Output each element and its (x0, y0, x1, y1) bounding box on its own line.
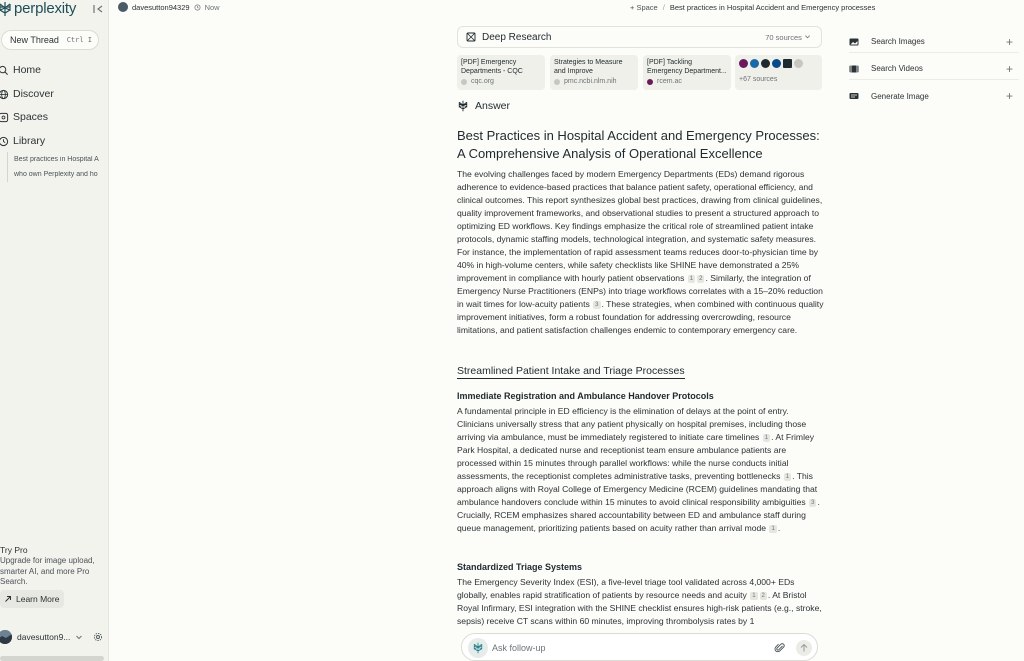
source-favicon-icon (554, 79, 560, 85)
library-thread-link[interactable]: Best practices in Hospital A (14, 156, 99, 163)
spaces-icon (0, 112, 9, 123)
library-divider (7, 152, 8, 182)
breadcrumb-separator: / (662, 3, 665, 12)
search-images-button[interactable] (849, 31, 1019, 53)
library-icon (0, 136, 9, 147)
avatar (118, 2, 128, 12)
learn-more-button[interactable] (0, 590, 64, 608)
paragraph-text: The evolving challenges faced by modern Emergency Departments (EDs) demand rigorous adherence to evidence-based practices that balance patient safety, operational efficiency, and clinical outcomes. This report synthesizes global best practices, drawing from clinical guidelines, quality improvement frameworks, and observational studies to present a structured approach to optimizing ED workflows. Key findings emphasize the critical role of streamlined patient intake protocols, dynamic staffing models, technological integration, and systematic safety measures. For instance, the implementation of rapid assessment teams reduces door-to-physician time by 40% in high-volume centers, while safety checklists like SHINE have demonstrated a 25% improvement in compliance with hourly patient observations (457, 169, 823, 283)
sidebar-item-spaces[interactable] (0, 109, 48, 125)
new-thread-shortcut: Ctrl I (66, 36, 92, 44)
source-card[interactable] (457, 55, 545, 90)
paragraph-text: . At Frimley Park Hospital, a dedicated nurse and receptionist team ensure ambulance patients are processed within 15 minutes through parallel workflows: while the nurse conducts initial assessments, the receptionist completes administrative tasks, preventing bottlenecks (457, 432, 815, 481)
citation-badge[interactable]: 3 (595, 302, 599, 308)
favicon-icon (750, 59, 759, 68)
sidebar-item-discover[interactable] (0, 86, 54, 102)
favicon-icon (794, 59, 803, 68)
sidebar (0, 0, 109, 661)
source-card[interactable] (643, 55, 731, 90)
arrow-up-right-icon (4, 595, 12, 603)
answer-intro-paragraph (457, 168, 825, 337)
citation-badge[interactable]: 1 (771, 526, 775, 532)
paragraph-text: . Crucially, RCEM emphasizes shared accountability between ED and ambulance staff during queue management, prioritizing patients based on acuity rather than arrival mode (457, 497, 820, 533)
chevron-down-icon[interactable] (75, 633, 83, 641)
source-title: [PDF] Emergency Departments - CQC (461, 59, 523, 75)
focus-mode-button[interactable] (468, 638, 488, 658)
section-paragraph (457, 405, 825, 535)
plus-icon: + (1005, 61, 1013, 76)
paragraph-text: . Similarly, the integration of Emergency Nurse Practitioners (ENPs) into triage workflows correlates with a 15–20% reduction in wait times for low-acuity patients (457, 273, 823, 309)
favicon-icon (739, 59, 748, 68)
favicon-icon (772, 59, 781, 68)
right-item-label: Search Images (871, 37, 925, 46)
author-name: davesutton94329 (132, 2, 190, 12)
try-pro-title: Try Pro (0, 545, 28, 555)
paragraph-text: . This approach aligns with Royal College of Emergency Medicine (RCEM) guidelines mandating that ambulance handovers conclude within 15 minutes to avoid clinical responsibility ambiguities (457, 471, 818, 507)
logo[interactable] (0, 0, 109, 18)
thread-title: Best practices in Hospital Accident and Emergency processes (669, 3, 876, 12)
paragraph-text: The Emergency Severity Index (ESI), a five-level triage tool validated across 4,000+ EDs globally, enables rapid stratification of patients by resource needs and acuity (457, 577, 795, 600)
plus-icon: + (1005, 89, 1013, 103)
source-domain: pmc.ncbi.nlm.nih (564, 78, 617, 85)
clock-icon (194, 4, 201, 11)
sidebar-item-label: Library (13, 135, 46, 147)
user-name: davesutton9... (17, 632, 71, 642)
deep-research-card[interactable] (457, 26, 822, 48)
chevron-down-icon (804, 33, 811, 40)
answer-title: Best Practices in Hospital Accident and Emergency Processes: A Comprehensive Analysis of Operational Excellence (457, 128, 820, 161)
favicon-icon (783, 59, 792, 68)
answer-label: Answer (475, 100, 511, 112)
plus-icon: + (1005, 34, 1013, 49)
user-menu[interactable] (0, 628, 109, 646)
thread-author (118, 2, 220, 12)
source-favicon-icon (461, 79, 467, 85)
perplexity-logo-icon (468, 638, 488, 658)
generate-image-icon (849, 91, 859, 101)
video-icon (849, 64, 859, 74)
source-domain: rcem.ac (657, 78, 682, 85)
generate-image-button[interactable] (849, 85, 1019, 107)
source-favicon-icon (647, 79, 653, 85)
sidebar-scrollbar[interactable] (0, 656, 104, 661)
arrow-up-icon (796, 640, 812, 656)
search-icon (0, 65, 9, 76)
source-title: [PDF] Tackling Emergency Department... (647, 59, 727, 75)
library-thread-link[interactable]: who own Perplexity and ho (14, 171, 98, 178)
answer-header (457, 100, 510, 112)
perplexity-answer-icon (457, 100, 469, 112)
citation-badge[interactable]: 3 (811, 500, 815, 506)
source-card[interactable] (550, 55, 638, 90)
subsection-heading: Immediate Registration and Ambulance Handover Protocols (457, 391, 714, 401)
citation-badge[interactable]: 1 (689, 276, 694, 282)
section-heading: Streamlined Patient Intake and Triage Processes (457, 365, 685, 377)
section-paragraph (457, 576, 825, 633)
sidebar-item-library[interactable] (0, 133, 45, 149)
gear-icon[interactable] (93, 632, 103, 642)
paragraph-text: . These strategies, when combined with continuous quality improvement initiatives, form a robust foundation for addressing overcrowding, resource limitations, and patient satisfaction challenges endemic to contemporary emergency care. (457, 299, 824, 335)
new-thread-label: New Thread (10, 35, 59, 45)
paragraph-text: . (777, 523, 781, 533)
deep-research-label: Deep Research (482, 31, 552, 43)
sidebar-item-label: Discover (13, 88, 54, 100)
breadcrumb (630, 3, 875, 12)
avatar (0, 630, 12, 644)
learn-more-label: Learn More (16, 594, 60, 604)
globe-icon (0, 89, 9, 100)
ask-follow-up-input[interactable] (492, 640, 752, 656)
sources-count-label: 70 sources (765, 32, 802, 42)
image-icon (849, 37, 859, 47)
favicon-stack (739, 59, 818, 68)
send-button[interactable] (796, 640, 812, 656)
ask-follow-up-bar (461, 633, 818, 661)
subsection-heading: Standardized Triage Systems (457, 562, 583, 572)
favicon-icon (761, 59, 770, 68)
paperclip-icon[interactable] (774, 642, 786, 654)
paragraph-text: A fundamental principle in ED efficiency is the elimination of delays at the point of entry. Clinicians universally stress that any patient physically on hospital premises, including those arriving via ambulance, must be immediately registered to initiate care timelines (457, 406, 807, 442)
sidebar-item-home[interactable] (0, 62, 41, 78)
citation-badge[interactable]: 1 (785, 474, 790, 480)
thread-time: Now (204, 2, 220, 12)
collapse-sidebar-icon[interactable] (92, 3, 104, 15)
try-pro-description: Upgrade for image upload, smarter AI, and more Pro Search. (0, 556, 95, 586)
right-item-label: Search Videos (871, 64, 923, 73)
more-sources-label: +67 sources (739, 76, 778, 83)
add-to-space-button[interactable]: + Space (630, 3, 658, 12)
citation-badge[interactable]: 2 (761, 593, 765, 599)
citation-badge[interactable]: 1 (752, 593, 756, 599)
source-domain: cqc.org (471, 78, 494, 85)
search-videos-button[interactable] (849, 58, 1019, 80)
sidebar-item-label: Home (13, 64, 42, 76)
paragraph-text: . At Bristol Royal Infirmary, ESI integration with the SHINE checklist ensures high-risk patients (e.g., stroke, sepsis) receive CT scans within 60 minutes, improving thrombolysis rates by 1 (457, 590, 822, 626)
sidebar-item-label: Spaces (13, 111, 49, 123)
perplexity-logo-icon (0, 1, 13, 17)
citation-badge[interactable]: 1 (764, 435, 769, 441)
deep-research-icon (466, 32, 476, 42)
more-sources-card[interactable] (735, 55, 822, 90)
citation-badge[interactable]: 2 (699, 276, 703, 282)
new-thread-button[interactable] (1, 30, 99, 50)
app-name: perplexity (14, 0, 77, 17)
sources-count[interactable] (765, 33, 811, 42)
right-item-label: Generate Image (871, 91, 929, 101)
source-title: Strategies to Measure and Improve (554, 59, 623, 75)
